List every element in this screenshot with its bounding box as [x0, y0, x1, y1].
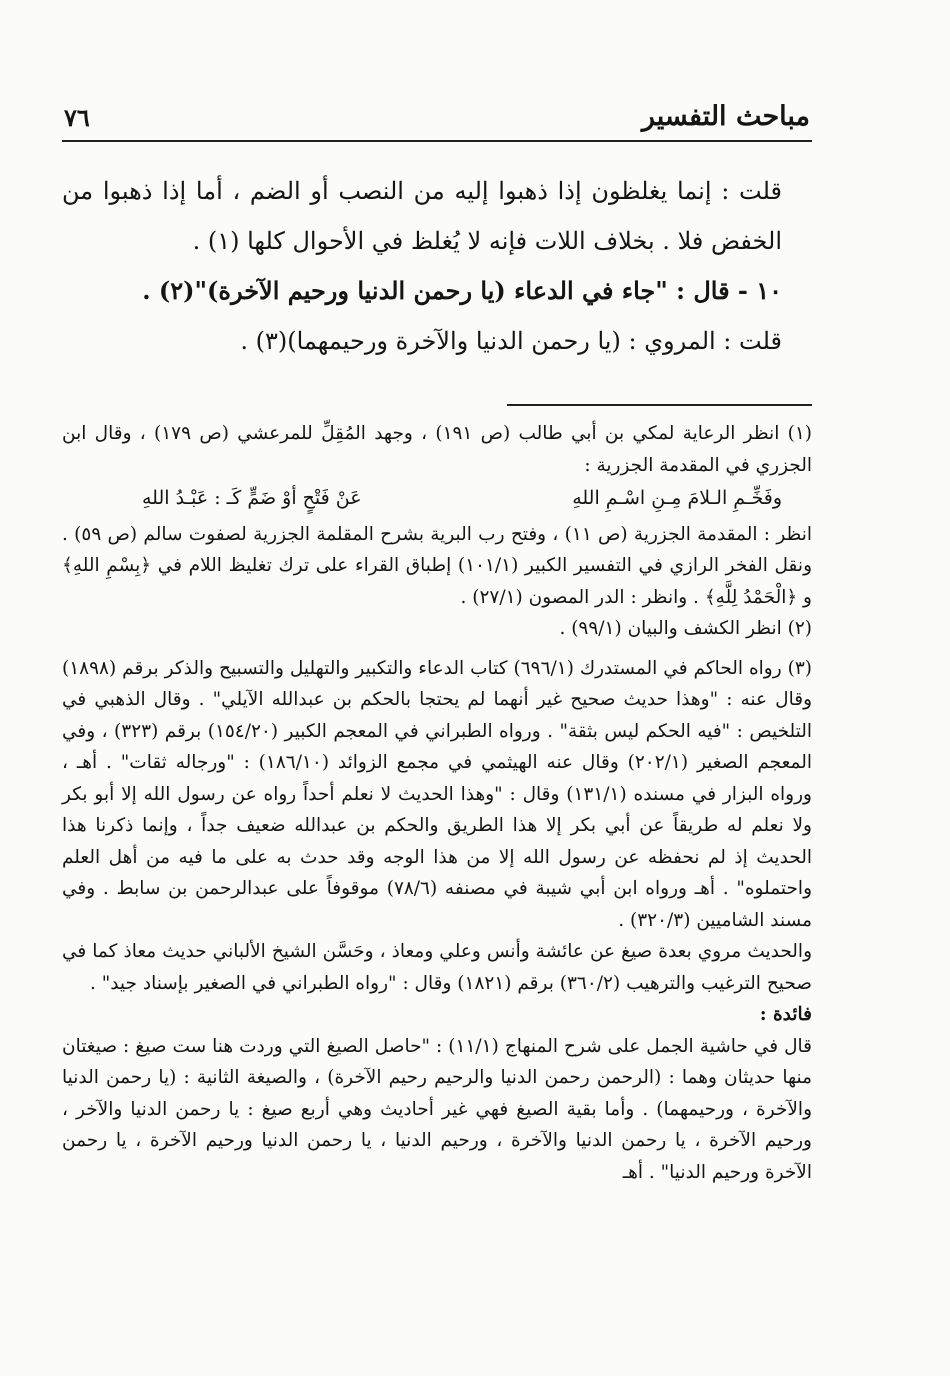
footnote-separator	[507, 404, 812, 406]
footnote-1-body: انظر : المقدمة الجزرية (ص ١١) ، وفتح رب البرية بشرح المقلمة الجزرية لصفوت سالم (ص ٥٩) . ونقل الفخر الرازي في التفسير الكبير (١٠١/١) إطباق القراء على ترك تغليظ اللام في ﴿بِسْمِ اللهِ﴾ و ﴿الْحَمْدُ لِلَّهِ﴾ . وانظر : الدر المصون (٢٧/١) .	[62, 523, 812, 608]
poem-hemistich-right: وفَخِّـمِ الـلامَ مِـنِ اسْـمِ اللهِ	[572, 487, 782, 509]
running-title: مباحث التفسير	[641, 101, 810, 132]
footnote-2: (٢) انظر الكشف والبيان (٩٩/١) .	[559, 618, 812, 639]
poem-hemistich-left: عَنْ فَتْحٍ أوْ ضَمٍّ كَـ : عَبْـدُ اللهِ	[142, 487, 362, 509]
faida-text: قال في حاشية الجمل على شرح المنهاج (١١/١) : "حاصل الصيغ التي وردت هنا ست صيغ : صيغتان منها حديثان وهما : (الرحمن رحمن الدنيا والرحيم رحيم الآخرة) ، والصيغة الثانية : (يا رحمن الدنيا والآخرة ، ورحيمهما) . وأما بقية الصيغ فهي غير أحاديث وهي أربع صيغ : يا رحمن الدنيا والآخر ، ورحيم الآخرة ، يا رحمن الدنيا والآخرة ، ورحيم الدنيا ، يا رحمن الدنيا ورحيم الآخرة ، يا رحمن الآخرة ورحيم الدنيا" . أهـ	[62, 1035, 813, 1183]
footnote-3: (٣) رواه الحاكم في المستدرك (٦٩٦/١) كتاب الدعاء والتكبير والتهليل والتسبيح والذكر برقم (١٨٩٨) وقال عنه : "وهذا حديث صحيح غير أنهما لم يحتجا بالحكم بن عبدالله الآيلي" . وقال الذهبي في التلخيص : "فيه الحكم ليس بثقة" . ورواه الطبراني في المعجم الكبير (١٥٤/٢٠) برقم (٣٢٣) ، وفي المعجم الصغير (٢٠٢/١) وقال عنه الهيثمي في مجمع الزوائد (١٨٦/١٠) : "ورجاله ثقات" . أهـ ، ورواه البزار في مسنده (١٣١/١) وقال : "وهذا الحديث لا نعلم أحداً رواه عن رسول الله إلا أبو بكر ولا نعلم له طريقاً عن أبي بكر إلا هذا الطريق والحكم بن عبدالله ضعيف جداً ، وإنما ذكرنا هذا الحديث إذ لم نحفظه عن رسول الله إلا من هذا الوجه وقد حدث به على ما فيه من أهل العلم واحتملوه" . أهـ ورواه ابن أبي شيبة في مصنفه (٧٨/٦) موقوفاً على عبدالرحمن بن سابط . وفي مسند الشاميين (٣٢٠/٣) .	[62, 657, 812, 931]
main-paragraph-2: ١٠ - قال : "جاء في الدعاء (يا رحمن الدنيا ورحيم الآخرة)"(٢) .	[142, 276, 782, 305]
footnote-3-continued: والحديث مروي بعدة صيغ عن عائشة وأنس وعلي ومعاذ ، وحَسَّن الشيخ الألباني حديث معاذ كما في صحيح الترغيب والترهيب (٣٦٠/٢) برقم (١٨٢١) وقال : "رواه الطبراني في الصغير بإسناد جيد" .	[62, 941, 812, 994]
main-paragraph-1: قلت : إنما يغلظون إذا ذهبوا إليه من النصب أو الضم ، أما إذا ذهبوا من الخفض فلا . بخلاف اللات فإنه لا يُغلظ في الأحوال كلها (١) .	[62, 177, 782, 255]
page	[62, 92, 812, 1188]
footnotes	[62, 418, 812, 1188]
poem-verse	[62, 483, 812, 515]
main-paragraph-3: قلت : المروي : (يا رحمن الدنيا والآخرة ورحيمهما)(٣) .	[240, 327, 782, 355]
footnote-1-intro: (١) انظر الرعاية لمكي بن أبي طالب (ص ١٩١) ، وجهد المُقِلِّ للمرعشي (ص ١٧٩) ، وقال ابن الجزري في المقدمة الجزرية :	[62, 423, 812, 476]
faida-label: فائدة :	[759, 1004, 812, 1025]
page-number: ٧٦	[64, 103, 90, 132]
running-header	[62, 92, 812, 142]
main-text	[62, 166, 812, 366]
